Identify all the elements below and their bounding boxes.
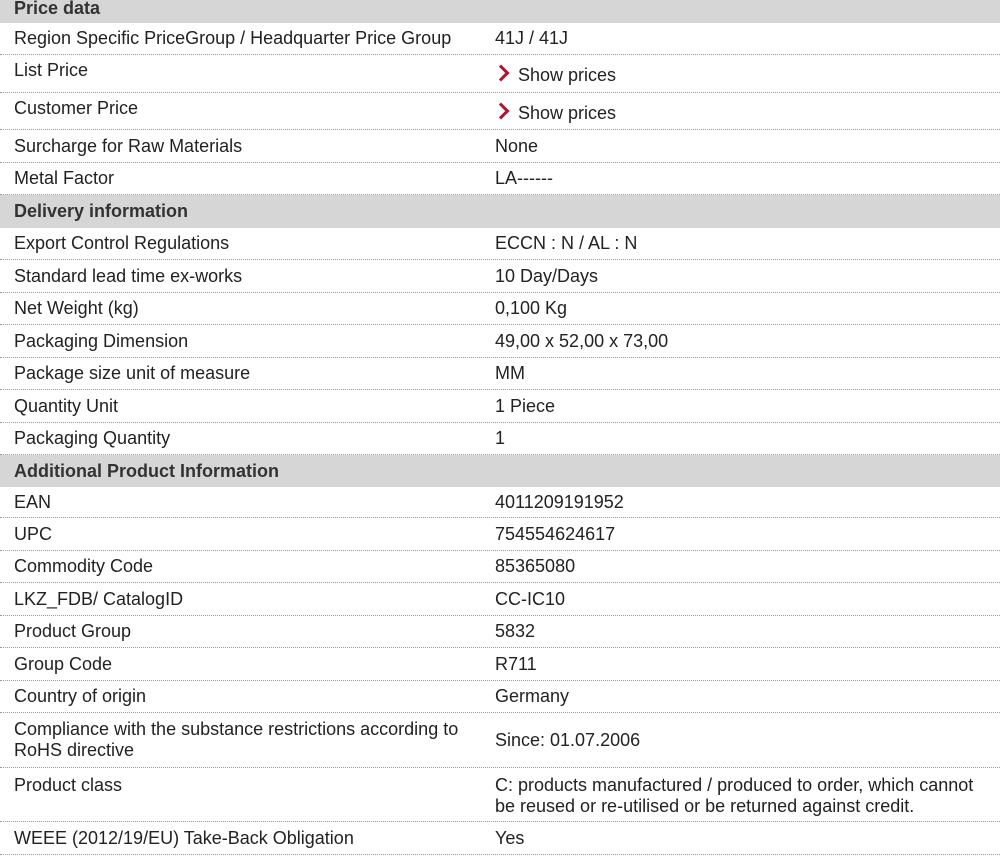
row-value: 1 Piece — [495, 395, 556, 416]
row-label: Product class — [14, 775, 123, 795]
row-label: Quantity Unit — [14, 395, 119, 416]
row-label: Customer Price — [14, 98, 139, 118]
table-row — [0, 228, 1000, 260]
table-row — [0, 518, 1000, 551]
row-label: Country of origin — [14, 686, 147, 706]
table-row — [0, 583, 1000, 616]
row-value: 49,00 x 52,00 x 73,00 — [495, 330, 669, 351]
table-row — [0, 768, 1000, 822]
row-value: R711 — [495, 653, 537, 674]
chevron-right-icon — [493, 65, 510, 82]
table-row — [0, 822, 1000, 855]
section-header-additional-product-information — [0, 455, 1000, 487]
row-value: 85365080 — [495, 556, 576, 576]
row-label: UPC — [14, 523, 53, 544]
table-row — [0, 23, 1000, 55]
row-label: Packaging Dimension — [14, 330, 189, 351]
table-row — [0, 358, 1000, 390]
section-title: Additional Product Information — [14, 460, 279, 481]
row-value: C: products manufactured / produced to order, which cannot be reused or re-utilised or be returned against credit. — [495, 775, 974, 816]
table-row — [0, 325, 1000, 358]
row-value: Yes — [495, 827, 525, 848]
section-title: Delivery information — [14, 201, 189, 221]
section-header-delivery-information — [0, 195, 1000, 228]
row-label: Package size unit of measure — [14, 363, 251, 383]
row-value: 41J / 41J — [495, 28, 569, 48]
table-row — [0, 293, 1000, 325]
row-label: Export Control Regulations — [14, 233, 230, 253]
row-label: LKZ_FDB/ CatalogID — [14, 588, 184, 609]
row-value: CC-IC10 — [495, 588, 566, 609]
table-row — [0, 130, 1000, 163]
row-value: Germany — [495, 686, 570, 706]
table-row — [0, 93, 1000, 130]
row-label: EAN — [14, 491, 52, 512]
table-row — [0, 551, 1000, 583]
row-label: Standard lead time ex-works — [14, 265, 243, 286]
row-label: Net Weight (kg) — [14, 298, 139, 318]
table-row — [0, 713, 1000, 768]
row-label: Commodity Code — [14, 556, 154, 576]
row-label: Product Group — [14, 621, 132, 641]
row-label: Packaging Quantity — [14, 428, 171, 448]
row-label: Group Code — [14, 653, 113, 674]
link-label: Show prices — [518, 103, 617, 123]
table-row — [0, 423, 1000, 455]
show-customer-prices-link[interactable] — [495, 103, 616, 123]
row-value: 0,100 Kg — [495, 298, 568, 318]
row-value: MM — [495, 363, 525, 383]
table-row — [0, 616, 1000, 648]
row-value: 754554624617 — [495, 523, 616, 544]
table-row — [0, 487, 1000, 518]
table-row — [0, 681, 1000, 713]
table-row — [0, 390, 1000, 423]
table-row — [0, 648, 1000, 681]
row-value: None — [495, 135, 539, 156]
row-value: ECCN : N / AL : N — [495, 233, 638, 253]
table-row — [0, 260, 1000, 293]
row-label: List Price — [14, 60, 89, 80]
row-label: Compliance with the substance restrictions according to RoHS directive — [14, 719, 459, 760]
chevron-right-icon — [493, 103, 510, 120]
row-value: 10 Day/Days — [495, 265, 599, 286]
row-value: 4011209191952 — [495, 491, 624, 512]
row-label: Region Specific PriceGroup / Headquarter Price Group — [14, 28, 452, 48]
row-value: LA------ — [495, 168, 553, 188]
show-list-prices-link[interactable] — [495, 65, 616, 85]
row-value: 1 — [495, 428, 506, 448]
row-label: Surcharge for Raw Materials — [14, 135, 243, 156]
row-value: 5832 — [495, 621, 536, 641]
section-title: Price data — [14, 0, 101, 18]
link-label: Show prices — [518, 65, 617, 85]
row-label: Metal Factor — [14, 168, 115, 188]
row-value: Since: 01.07.2006 — [495, 729, 641, 750]
table-row — [0, 55, 1000, 93]
table-row — [0, 163, 1000, 195]
section-header-price-data — [0, 0, 1000, 23]
row-label: WEEE (2012/19/EU) Take-Back Obligation — [14, 827, 354, 848]
